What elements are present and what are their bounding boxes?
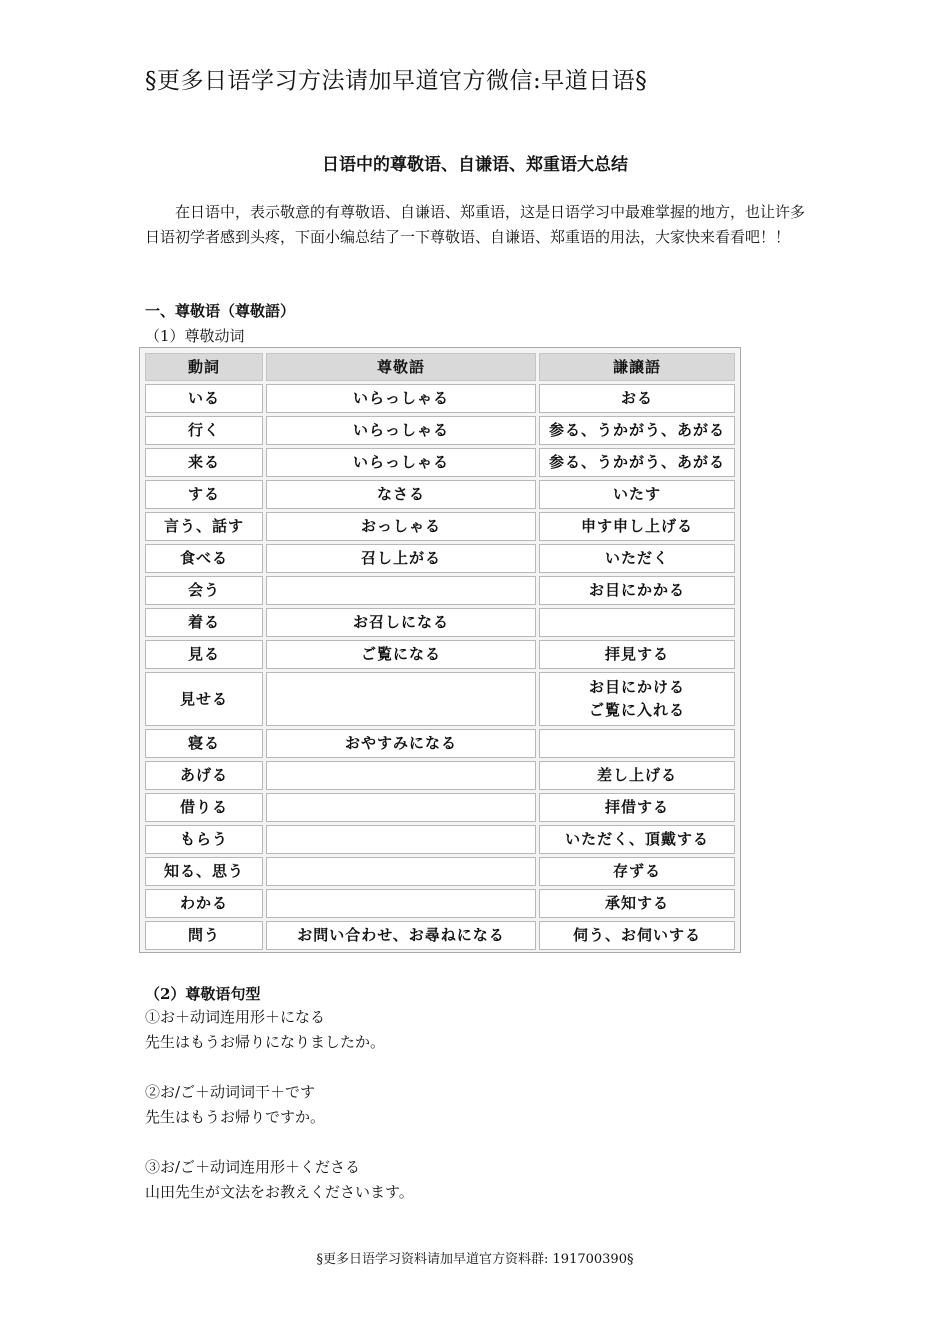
cell-kenjougo: 拝借する (539, 793, 735, 822)
cell-verb: 来る (145, 448, 263, 477)
pattern-example: 先生はもうお帰りですか。 (145, 1108, 326, 1126)
cell-kenjougo: 拝見する (539, 640, 735, 669)
cell-sonkeigo: 召し上がる (266, 544, 536, 573)
cell-verb: 食べる (145, 544, 263, 573)
cell-verb: わかる (145, 889, 263, 918)
cell-verb: いる (145, 384, 263, 413)
cell-sonkeigo: なさる (266, 480, 536, 509)
cell-verb: 言う、話す (145, 512, 263, 541)
cell-sonkeigo: ご覧になる (266, 640, 536, 669)
table-row (145, 921, 735, 950)
section-2-heading: （2）尊敬语句型 (145, 985, 261, 1003)
table-row (145, 761, 735, 790)
table-row (145, 544, 735, 573)
cell-kenjougo: 参る、うかがう、あがる (539, 448, 735, 477)
table-row (145, 384, 735, 413)
cell-verb: あげる (145, 761, 263, 790)
cell-kenjougo: いたす (539, 480, 735, 509)
header-kenjougo: 謙譲語 (539, 353, 735, 381)
document-title: 日语中的尊敬语、自谦语、郑重语大总结 (322, 155, 628, 175)
table-row (145, 889, 735, 918)
cell-verb: 見る (145, 640, 263, 669)
table-row (145, 825, 735, 854)
header-verb: 動詞 (145, 353, 263, 381)
cell-kenjougo (539, 729, 735, 758)
cell-sonkeigo: おっしゃる (266, 512, 536, 541)
cell-sonkeigo (266, 761, 536, 790)
pattern-form: ②お/ご＋动词词干＋です (145, 1083, 316, 1101)
cell-kenjougo: 伺う、お伺いする (539, 921, 735, 950)
pattern-form: ③お/ご＋动词连用形＋くださる (145, 1158, 361, 1176)
cell-kenjougo: 申す申し上げる (539, 512, 735, 541)
table-row (145, 448, 735, 477)
cell-verb: 会う (145, 576, 263, 605)
section-1-subheading: （1）尊敬动词 (145, 327, 245, 345)
cell-verb: 見せる (145, 672, 263, 726)
table-row (145, 640, 735, 669)
pattern-example: 山田先生が文法をお教えくださいます。 (145, 1183, 414, 1201)
cell-verb: 着る (145, 608, 263, 637)
cell-sonkeigo (266, 672, 536, 726)
table-row (145, 729, 735, 758)
cell-verb: 行く (145, 416, 263, 445)
cell-kenjougo: 承知する (539, 889, 735, 918)
table-row (145, 672, 735, 726)
pattern-3 (145, 1155, 414, 1205)
header-sonkeigo: 尊敬語 (266, 353, 536, 381)
table-row (145, 857, 735, 886)
cell-sonkeigo: お召しになる (266, 608, 536, 637)
cell-kenjougo: 存ずる (539, 857, 735, 886)
pattern-example: 先生はもうお帰りになりましたか。 (145, 1033, 386, 1051)
table-row (145, 480, 735, 509)
table-body (145, 384, 735, 950)
section-1-heading: 一、尊敬语（尊敬語） (145, 302, 296, 320)
cell-sonkeigo (266, 857, 536, 886)
cell-verb: 借りる (145, 793, 263, 822)
cell-sonkeigo (266, 889, 536, 918)
table-row (145, 608, 735, 637)
cell-verb: 寝る (145, 729, 263, 758)
table-row (145, 512, 735, 541)
cell-kenjougo (539, 608, 735, 637)
pattern-form: ①お＋动词连用形＋になる (145, 1008, 326, 1026)
cell-kenjougo: お目にかける ご覧に入れる (539, 672, 735, 726)
cell-sonkeigo (266, 576, 536, 605)
cell-verb: もらう (145, 825, 263, 854)
page-footer: §更多日语学习资料请加早道官方资料群: 191700390§ (316, 1252, 634, 1267)
table-row (145, 576, 735, 605)
cell-sonkeigo: いらっしゃる (266, 416, 536, 445)
cell-kenjougo: おる (539, 384, 735, 413)
intro-paragraph: 在日语中，表示敬意的有尊敬语、自谦语、郑重语，这是日语学习中最难掌握的地方，也让许多日语初学者感到头疼，下面小编总结了一下尊敬语、自谦语、郑重语的用法，大家快来看看吧！！ (145, 203, 806, 246)
cell-sonkeigo: お問い合わせ、お尋ねになる (266, 921, 536, 950)
cell-verb: 問う (145, 921, 263, 950)
cell-sonkeigo (266, 793, 536, 822)
cell-sonkeigo: おやすみになる (266, 729, 536, 758)
cell-verb: する (145, 480, 263, 509)
pattern-1 (145, 1005, 385, 1055)
table-row (145, 416, 735, 445)
cell-kenjougo: いただく (539, 544, 735, 573)
cell-kenjougo: お目にかかる (539, 576, 735, 605)
table-row (145, 793, 735, 822)
cell-verb: 知る、思う (145, 857, 263, 886)
honorific-verb-table (139, 347, 741, 953)
cell-kenjougo: 参る、うかがう、あがる (539, 416, 735, 445)
pattern-2 (145, 1080, 325, 1130)
cell-kenjougo: 差し上げる (539, 761, 735, 790)
table-header-row (145, 353, 735, 381)
cell-kenjougo: いただく、頂戴する (539, 825, 735, 854)
cell-sonkeigo: いらっしゃる (266, 448, 536, 477)
cell-sonkeigo (266, 825, 536, 854)
page-header: §更多日语学习方法请加早道官方微信:早道日语§ (145, 68, 648, 94)
cell-sonkeigo: いらっしゃる (266, 384, 536, 413)
